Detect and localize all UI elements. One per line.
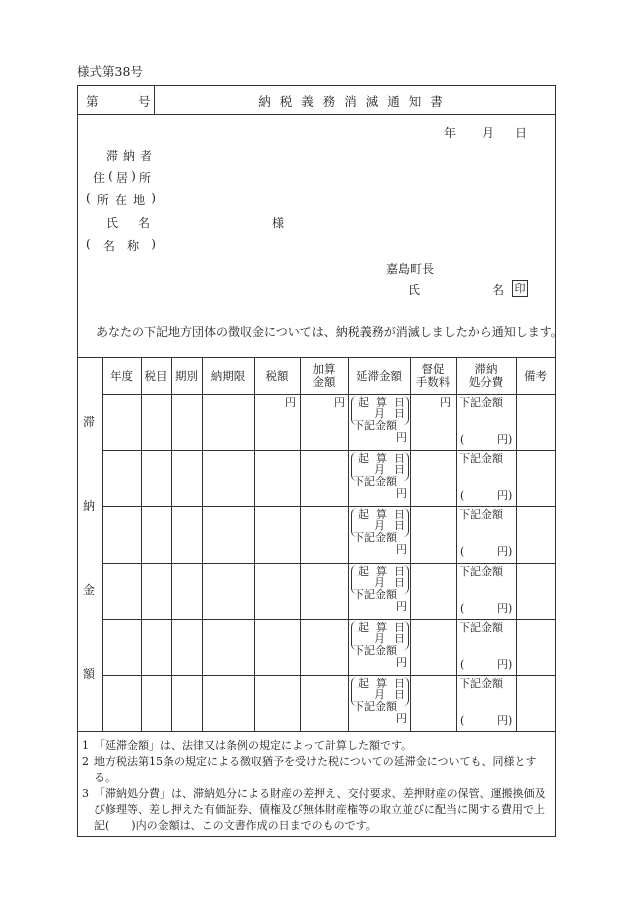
below-amount-label: 下記金額: [353, 475, 397, 489]
issuer-name-label: [408, 281, 504, 298]
below-amount-label: 下記金額: [353, 419, 397, 432]
column-header-line: 期別: [175, 368, 198, 383]
kisan-char: 算: [376, 620, 387, 634]
month-day-char: 日: [394, 631, 405, 645]
location-label-char: 所: [96, 193, 109, 207]
column-header-line: 手数料: [415, 375, 451, 389]
month-day-char: 月: [374, 407, 385, 420]
late-fee-yen-unit: 円: [396, 655, 407, 669]
corp-name-label: [86, 237, 156, 254]
location-label-char: ): [151, 191, 156, 205]
date-month: 月: [482, 126, 495, 140]
note-text: 「延滞金額」は、法律又は条例の規定によって計算した額です。: [94, 739, 413, 752]
below-amount-label: 下記金額: [353, 643, 397, 657]
corp-name-label-char: (: [86, 237, 91, 251]
date-year: 年: [444, 126, 457, 140]
corp-name-label-char: 名: [102, 239, 115, 253]
column-header: [456, 358, 516, 394]
kisan-char: 日: [394, 677, 405, 690]
notes-section: [82, 738, 552, 834]
month-day-label: [374, 577, 405, 589]
fee-yen-unit: 円: [440, 396, 451, 409]
table-row-line: [102, 563, 555, 564]
disposal-below-amount: 下記金額: [459, 677, 503, 690]
note-item: [82, 786, 552, 834]
disposal-below-amount: 下記金額: [459, 452, 503, 466]
kisan-char: 算: [376, 564, 387, 578]
disposal-below-amount: 下記金額: [459, 620, 503, 634]
number-prefix: 第: [86, 94, 99, 109]
table-row-line: [102, 450, 555, 451]
kisan-char: 日: [394, 452, 405, 466]
kisan-char: 算: [376, 452, 387, 466]
month-day-label: [374, 689, 405, 701]
address-label-char: (: [108, 169, 113, 183]
issuer-title: 嘉島町長: [386, 262, 435, 276]
column-header: [516, 358, 555, 394]
disposal-paren-open: (: [460, 545, 465, 559]
column-header: [410, 358, 456, 394]
column-header: [348, 358, 410, 394]
note-text: 地方税法第15条の規定による徴収猶予を受けた税についての延滞金についても、同様とする。: [94, 755, 537, 784]
location-label-char: (: [86, 191, 91, 205]
seal-mark: 印: [512, 280, 528, 297]
late-fee-yen-unit: 円: [396, 487, 407, 501]
column-header: [300, 358, 348, 394]
kisan-char: 起: [358, 508, 369, 522]
address-label-char: 住: [93, 171, 106, 185]
location-label: [86, 191, 156, 208]
issuer-name-label-char: 氏: [408, 283, 421, 297]
note-text: 「滞納処分費」は、滞納処分による財産の差押え、交付要求、差押財産の保管、運搬換価及び修理等、差し押えた有価証券、債権及び無体財産権等の取立並びに配当に関する費用で上記( )内の金額は、この文書作成の日までのものです。: [94, 787, 546, 832]
table-row-line: [102, 506, 555, 507]
column-header: [254, 358, 300, 394]
disposal-below-amount: 下記金額: [459, 508, 503, 522]
column-header-line: 金額: [312, 375, 336, 389]
late-fee-yen-unit: 円: [396, 712, 407, 725]
name-label: [106, 214, 150, 231]
name-label-char: 氏: [106, 216, 119, 230]
column-header-line: 納期限: [210, 368, 246, 383]
disposal-below-amount: 下記金額: [459, 564, 503, 578]
column-header-line: 督促: [421, 362, 445, 376]
number-suffix: 号: [138, 94, 151, 109]
header-row: [78, 86, 555, 115]
disposal-paren-yen: 円): [497, 714, 513, 727]
note-number: 1: [82, 739, 89, 752]
disposal-paren-open: (: [460, 714, 465, 727]
kisan-char: 起: [358, 620, 369, 634]
note-item: [82, 738, 552, 754]
column-header-line: 処分費: [468, 375, 504, 389]
issuer-name-label-char: 名: [491, 283, 504, 297]
notice-message: あなたの下記地方団体の徴収金については、納税義務が消滅しましたから通知します。: [96, 325, 563, 339]
disposal-paren-yen: 円): [497, 657, 513, 671]
kisan-char: 起: [358, 396, 369, 409]
disposal-paren-yen: 円): [497, 433, 513, 446]
column-header-line: 延滞金額: [356, 368, 402, 383]
column-header: [141, 358, 171, 394]
honorific: 様: [272, 216, 285, 230]
address-label-char: 居: [115, 171, 128, 185]
month-day-char: 月: [374, 575, 385, 589]
side-label-char: 滞: [83, 415, 96, 429]
kisan-char: 算: [376, 396, 387, 409]
disposal-paren-yen: 円): [497, 489, 513, 503]
month-day-char: 月: [374, 519, 385, 533]
side-label-char: 額: [83, 667, 96, 681]
month-day-char: 月: [374, 631, 385, 645]
column-header-line: 税目: [144, 368, 168, 383]
month-day-char: 日: [394, 407, 405, 420]
late-fee-yen-unit: 円: [396, 599, 407, 613]
tax-yen-unit: 円: [285, 396, 296, 409]
notice-form: [77, 85, 563, 837]
column-header-line: 滞納: [474, 362, 498, 376]
column-header-line: 加算: [312, 362, 336, 376]
address-label-char: ): [131, 169, 136, 183]
disposal-paren-open: (: [460, 433, 465, 446]
note-number: 2: [82, 755, 89, 768]
kisan-char: 日: [394, 564, 405, 578]
delinquency-table: [78, 357, 555, 732]
month-day-label: [374, 408, 405, 420]
document-title: 納税義務消滅通知書: [258, 94, 452, 109]
below-amount-label: 下記金額: [353, 587, 397, 601]
date-day: 日: [515, 126, 528, 140]
kisan-char: 起: [358, 564, 369, 578]
month-day-char: 月: [374, 688, 385, 701]
month-day-char: 月: [374, 463, 385, 477]
below-amount-label: 下記金額: [353, 700, 397, 713]
disposal-below-amount: 下記金額: [459, 396, 503, 409]
column-header: [171, 358, 202, 394]
column-header-line: 年度: [110, 368, 133, 383]
month-day-char: 日: [394, 688, 405, 701]
disposal-paren-open: (: [460, 657, 465, 671]
kisan-char: 日: [394, 508, 405, 522]
name-label-char: 名: [137, 216, 150, 230]
kisan-char: 算: [376, 677, 387, 690]
column-header-line: 備考: [524, 368, 547, 383]
kisan-char: 日: [394, 620, 405, 634]
location-label-char: 在: [114, 193, 127, 207]
side-label-char: 金: [83, 583, 96, 597]
kisan-char: 起: [358, 452, 369, 466]
corp-name-label-char: 称: [127, 239, 140, 253]
disposal-paren-open: (: [460, 601, 465, 615]
disposal-paren-yen: 円): [497, 601, 513, 615]
corp-name-label-char: ): [151, 237, 156, 251]
table-row-line: [102, 675, 555, 676]
column-header-line: 税額: [265, 368, 289, 383]
taxpayer-label-char: 者: [139, 149, 152, 163]
month-day-char: 日: [394, 463, 405, 477]
kisan-char: 日: [394, 396, 405, 409]
month-day-label: [374, 464, 405, 476]
disposal-paren-open: (: [460, 489, 465, 503]
address-label-char: 所: [138, 171, 151, 185]
taxpayer-label-char: 滞: [106, 149, 119, 163]
side-label-char: 納: [83, 499, 96, 513]
disposal-paren-yen: 円): [497, 545, 513, 559]
column-header: [202, 358, 254, 394]
table-row-line: [102, 394, 555, 395]
month-day-char: 日: [394, 519, 405, 533]
kisan-char: 算: [376, 508, 387, 522]
note-item: [82, 754, 552, 786]
late-fee-yen-unit: 円: [396, 431, 407, 444]
month-day-label: [374, 633, 405, 645]
surcharge-yen-unit: 円: [334, 396, 345, 409]
month-day-char: 日: [394, 575, 405, 589]
form-number: 様式第38号: [77, 64, 143, 79]
below-amount-label: 下記金額: [353, 531, 397, 545]
address-label: [93, 169, 151, 186]
late-fee-yen-unit: 円: [396, 543, 407, 557]
location-label-char: 地: [133, 193, 146, 207]
kisan-char: 起: [358, 677, 369, 690]
note-number: 3: [82, 787, 89, 800]
table-row-line: [102, 619, 555, 620]
taxpayer-label: [106, 147, 152, 164]
column-header: [102, 358, 141, 394]
taxpayer-label-char: 納: [122, 149, 135, 163]
